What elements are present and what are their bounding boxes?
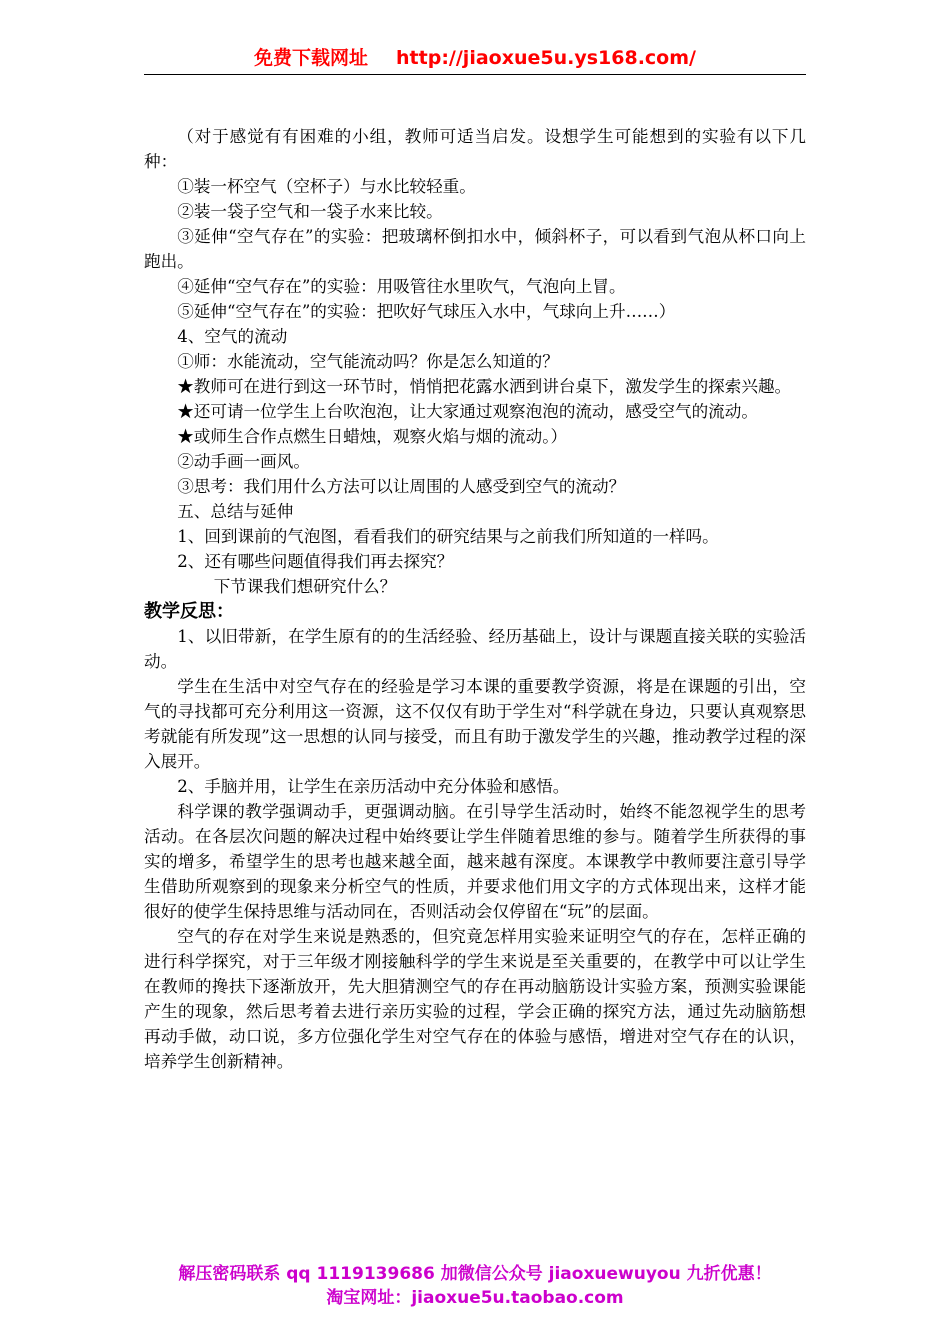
paragraph: ★教师可在进行到这一环节时，悄悄把花露水洒到讲台桌下，激发学生的探索兴趣。 xyxy=(177,377,792,396)
paragraph: ①装一杯空气（空杯子）与水比较轻重。 xyxy=(177,177,476,196)
page-header xyxy=(144,44,806,75)
paragraph: ★或师生合作点燃生日蜡烛，观察火焰与烟的流动。） xyxy=(177,427,568,446)
paragraph: （对于感觉有有困难的小组，教师可适当启发。设想学生可能想到的实验有以下几种： xyxy=(144,127,806,171)
paragraph: 2、还有哪些问题值得我们再去探究？ xyxy=(177,552,454,571)
footer-shop-link[interactable]: 淘宝网址：jiaoxue5u.taobao.com xyxy=(326,1288,624,1308)
paragraph: ④延伸“空气存在”的实验：用吸管往水里吹气，气泡向上冒。 xyxy=(177,277,626,296)
reflection-title: 教学反思： xyxy=(144,601,234,622)
paragraph: ②动手画一画风。 xyxy=(177,452,310,471)
section-heading: 五、总结与延伸 xyxy=(177,502,294,521)
document-body xyxy=(144,124,806,1074)
page-footer xyxy=(0,1262,950,1310)
paragraph: ②装一袋子空气和一袋子水来比较。 xyxy=(177,202,443,221)
paragraph: 科学课的教学强调动手，更强调动脑。在引导学生活动时，始终不能忽视学生的思考活动。在各层次问题的解决过程中始终要让学生伴随着思维的参与。随着学生所获得的事实的增多，希望学生的思考也越来越全面，越来越有深度。本课教学中教师要注意引导学生借助所观察到的现象来分析空气的性质，并要求他们用文字的方式体现出来，这样才能很好的使学生保持思维与活动同在，否则活动会仅停留在“玩”的层面。 xyxy=(144,802,806,921)
paragraph: 下节课我们想研究什么？ xyxy=(213,577,397,596)
header-label: 免费下载网址 xyxy=(254,47,369,69)
paragraph: ⑤延伸“空气存在”的实验：把吹好气球压入水中，气球向上升……） xyxy=(177,302,676,321)
paragraph: 空气的存在对学生来说是熟悉的，但究竟怎样用实验来证明空气的存在，怎样正确的进行科学探究，对于三年级才刚接触科学的学生来说是至关重要的，在教学中可以让学生在教师的搀扶下逐渐放开，先大胆猜测空气的存在再动脑筋设计实验方案，预测实验课能产生的现象，然后思考着去进行亲历实验的过程，学会正确的探究方法，通过先动脑筋想再动手做，动口说，多方位强化学生对空气存在的体验与感悟，增进对空气存在的认识，培养学生创新精神。 xyxy=(144,927,806,1071)
paragraph: 学生在生活中对空气存在的经验是学习本课的重要教学资源，将是在课题的引出，空气的寻找都可充分利用这一资源，这不仅仅有助于学生对“科学就在身边，只要认真观察思考就能有所发现”这一思想的认同与接受，而且有助于激发学生的兴趣，推动教学过程的深入展开。 xyxy=(144,677,806,771)
paragraph: 1、以旧带新，在学生原有的的生活经验、经历基础上，设计与课题直接关联的实验活动。 xyxy=(144,627,806,671)
paragraph: ①师：水能流动，空气能流动吗？你是怎么知道的？ xyxy=(177,352,559,371)
paragraph: 2、手脑并用，让学生在亲历活动中充分体验和感悟。 xyxy=(177,777,570,796)
paragraph: 1、回到课前的气泡图，看看我们的研究结果与之前我们所知道的一样吗。 xyxy=(177,527,719,546)
paragraph: ★还可请一位学生上台吹泡泡，让大家通过观察泡泡的流动，感受空气的流动。 xyxy=(177,402,758,421)
header-url-link[interactable]: http://jiaoxue5u.ys168.com/ xyxy=(396,47,696,69)
paragraph: ③思考：我们用什么方法可以让周围的人感受到空气的流动？ xyxy=(177,477,626,496)
paragraph: ③延伸“空气存在”的实验：把玻璃杯倒扣水中，倾斜杯子，可以看到气泡从杯口向上跑出。 xyxy=(144,227,806,271)
footer-contact-line: 解压密码联系 qq 1119139686 加微信公众号 jiaoxuewuyou 九折优惠！ xyxy=(178,1264,772,1284)
paragraph: 4、空气的流动 xyxy=(177,327,288,346)
